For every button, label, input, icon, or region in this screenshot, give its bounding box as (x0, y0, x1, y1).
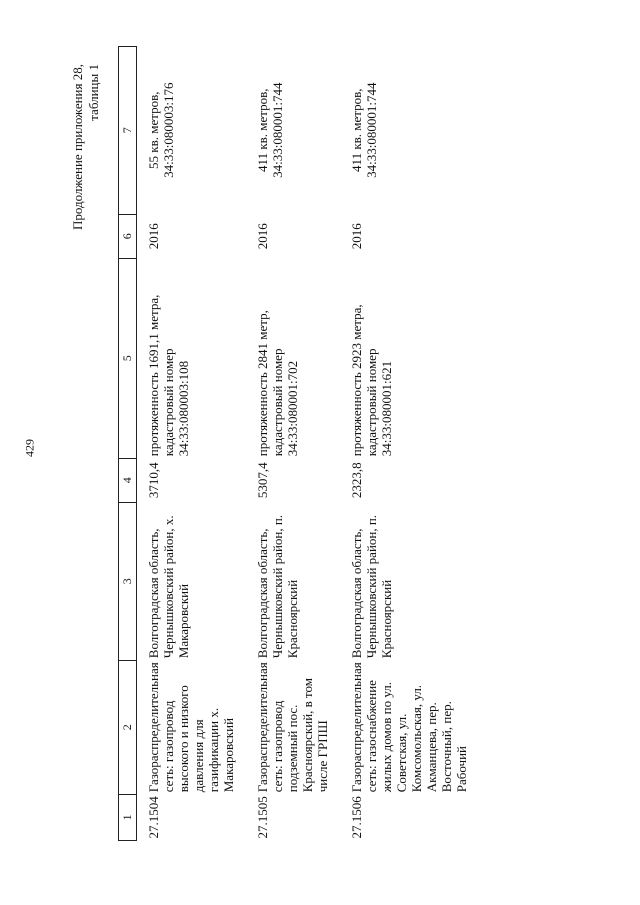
cell-value: 2323,8 (349, 462, 364, 499)
cell-name: Газораспределительная сеть: газоснабжение жилых домов по ул. Советская, ул. Комсомольская, ул. Акманцева, пер. Восточный, пер. Рабочий (349, 662, 469, 793)
cell-characteristics: протяженность 1691,1 метра, кадастровый номер 34:33:080003:108 (146, 294, 191, 457)
continuation-note (70, 64, 102, 230)
page-number: 429 (22, 439, 37, 457)
cell-location: Волгоградская область, Чернышковский район, п. Красноярский (349, 514, 394, 659)
cell-characteristics: протяженность 2923 метра, кадастровый номер 34:33:080001:621 (349, 304, 394, 457)
header-row (119, 46, 137, 840)
table-row (137, 46, 247, 840)
cell-name: Газораспределительная сеть: газопровод подземный пос. Красноярский, в том числе ГРПШ (255, 662, 330, 793)
property-table (118, 46, 479, 841)
table-row (246, 46, 340, 840)
header-col-5: 5 (119, 258, 137, 458)
continuation-line-1: Продолжение приложения 28, (70, 64, 85, 231)
cell-land: 55 кв. метров, 34:33:080003:176 (146, 82, 176, 178)
cell-year: 2016 (146, 223, 161, 250)
header-col-1: 1 (119, 794, 137, 840)
continuation-line-2: таблицы 1 (86, 64, 101, 121)
cell-value: 3710,4 (146, 462, 161, 499)
header-col-2: 2 (119, 660, 137, 794)
cell-year: 2016 (255, 223, 270, 250)
cell-year: 2016 (349, 223, 364, 250)
cell-value: 5307,4 (255, 462, 270, 499)
header-col-4: 4 (119, 458, 137, 502)
cell-name: Газораспределительная сеть: газопровод высокого и низкого давления для газификации х. Макаровский (146, 662, 236, 793)
header-col-3: 3 (119, 502, 137, 660)
cell-location: Волгоградская область, Чернышковский район, х. Макаровский (146, 515, 191, 659)
cell-land: 411 кв. метров, 34:33:080001:744 (349, 82, 379, 178)
cell-characteristics: протяженность 2841 метр, кадастровый номер 34:33:080001:702 (255, 310, 300, 457)
cell-id: 27.1506 (349, 796, 364, 839)
header-col-6: 6 (119, 214, 137, 258)
cell-land: 411 кв. метров, 34:33:080001:744 (255, 82, 285, 178)
cell-location: Волгоградская область, Чернышковский район, п. Красноярский (255, 514, 300, 659)
header-col-7: 7 (119, 46, 137, 214)
cell-id: 27.1505 (255, 796, 270, 839)
cell-id: 27.1504 (146, 796, 161, 839)
table-row (340, 46, 479, 840)
